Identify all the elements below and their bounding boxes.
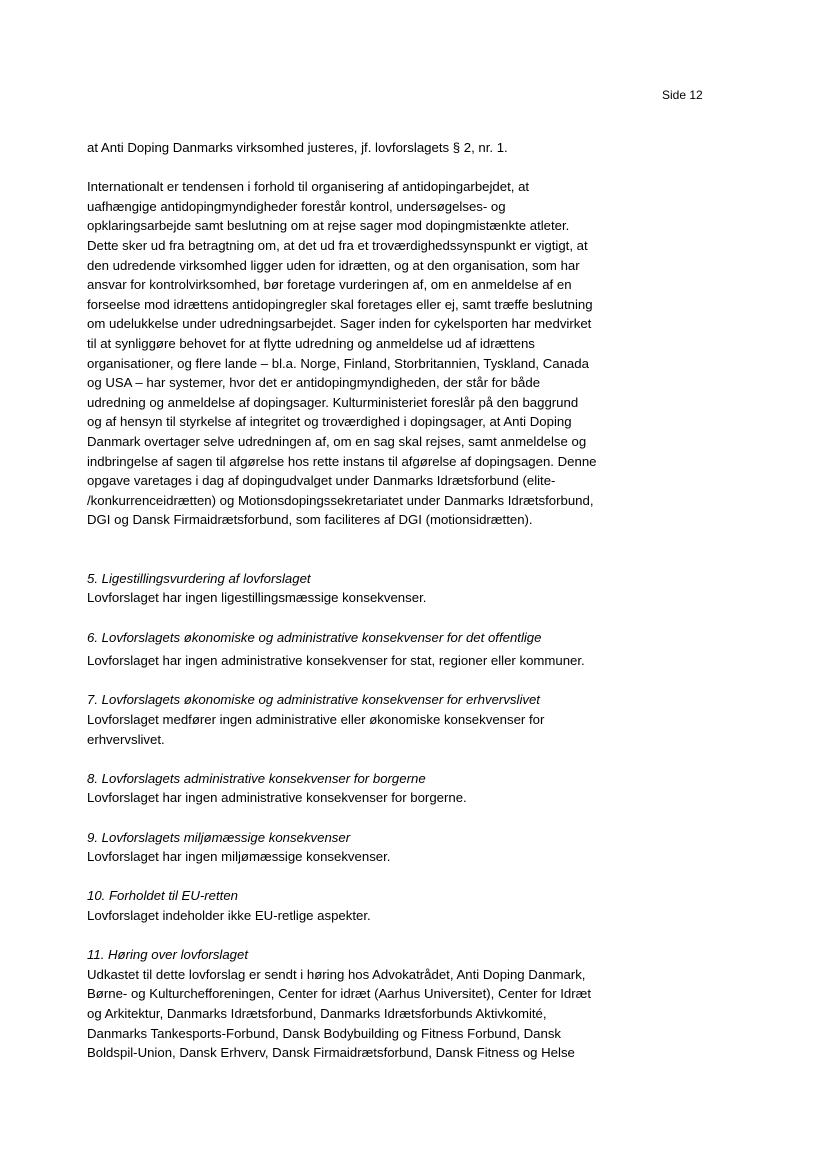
paragraph-line: forseelse mod idrættens antidopingregler skal foretages eller ej, samt træffe beslutning xyxy=(87,296,593,312)
main-paragraph xyxy=(87,177,632,530)
section-10 xyxy=(87,886,632,925)
section-6 xyxy=(87,628,632,671)
section-heading: 9. Lovforslagets miljømæssige konsekvenser xyxy=(87,829,351,845)
section-7 xyxy=(87,690,632,749)
document-body xyxy=(87,138,632,1082)
section-body-line: Lovforslaget indeholder ikke EU-retlige aspekter. xyxy=(87,907,371,923)
paragraph-line: og af hensyn til styrkelse af integritet og troværdighed i dopingsager, at Anti Doping xyxy=(87,414,572,430)
section-5 xyxy=(87,569,632,608)
section-body-line: erhvervslivet. xyxy=(87,731,165,747)
section-body-line: og Arkitektur, Danmarks Idrætsforbund, Danmarks Idrætsforbunds Aktivkomité, xyxy=(87,1005,547,1021)
paragraph-line: ansvar for kontrolvirksomhed, bør foretage vurderingen af, om en anmeldelse af en xyxy=(87,277,572,293)
intro-paragraph: at Anti Doping Danmarks virksomhed justeres, jf. lovforslagets § 2, nr. 1. xyxy=(87,140,508,155)
section-heading: 5. Ligestillingsvurdering af lovforslaget xyxy=(87,570,311,586)
paragraph-line: udredning og anmeldelse af dopingsager. Kulturministeriet foreslår på den baggrund xyxy=(87,394,579,410)
section-body-line: Lovforslaget medfører ingen administrative eller økonomiske konsekvenser for xyxy=(87,712,545,728)
section-heading: 10. Forholdet til EU-retten xyxy=(87,888,238,904)
page-number: Side 12 xyxy=(662,88,703,102)
section-8 xyxy=(87,769,632,808)
section-heading: 8. Lovforslagets administrative konsekvenser for borgerne xyxy=(87,770,426,786)
section-heading: 11. Høring over lovforslaget xyxy=(87,947,249,963)
paragraph-line: opgave varetages i dag af dopingudvalget under Danmarks Idrætsforbund (elite- xyxy=(87,473,556,489)
section-body-line: Børne- og Kulturchefforeningen, Center for idræt (Aarhus Universitet), Center for Idræt xyxy=(87,986,592,1002)
paragraph-line: /konkurrenceidrætten) og Motionsdopingssekretariatet under Danmarks Idrætsforbund, xyxy=(87,492,594,508)
section-9 xyxy=(87,828,632,867)
paragraph-line: organisationer, og flere lande – bl.a. Norge, Finland, Storbritannien, Tyskland, Canada xyxy=(87,355,589,371)
paragraph-line: opklaringsarbejde samt beslutning om at rejse sager mod dopingmistænkte atleter. xyxy=(87,218,570,234)
section-body-line: Danmarks Tankesports-Forbund, Dansk Bodybuilding og Fitness Forbund, Dansk xyxy=(87,1025,562,1041)
section-heading: 6. Lovforslagets økonomiske og administrative konsekvenser for det offentlige xyxy=(87,629,542,645)
section-body-line: Boldspil-Union, Dansk Erhverv, Dansk Firmaidrætsforbund, Dansk Fitness og Helse xyxy=(87,1045,575,1061)
paragraph-line: den udredende virksomhed ligger uden for idrætten, og at den organisation, som har xyxy=(87,257,580,273)
paragraph-line: og USA – har systemer, hvor det er antidopingmyndigheden, der står for både xyxy=(87,375,541,391)
paragraph-line: om udelukkelse under udredningsarbejdet. Sager inden for cykelsporten har medvirket xyxy=(87,316,592,332)
section-body-line: Lovforslaget har ingen miljømæssige konsekvenser. xyxy=(87,849,391,865)
paragraph-line: DGI og Dansk Firmaidrætsforbund, som faciliteres af DGI (motionsidrætten). xyxy=(87,512,533,528)
section-body-line: Udkastet til dette lovforslag er sendt i høring hos Advokatrådet, Anti Doping Danmark, xyxy=(87,966,586,982)
paragraph-line: uafhængige antidopingmyndigheder forestår kontrol, undersøgelses- og xyxy=(87,198,506,214)
paragraph-line: til at synliggøre behovet for at flytte udredning og anmeldelse ud af idrættens xyxy=(87,335,535,351)
section-body-line: Lovforslaget har ingen administrative konsekvenser for stat, regioner eller kommuner. xyxy=(87,653,585,669)
section-body-line: Lovforslaget har ingen ligestillingsmæssige konsekvenser. xyxy=(87,590,427,606)
paragraph-line: Dette sker ud fra betragtning om, at det ud fra et troværdighedssynspunkt er vigtigt, at xyxy=(87,237,588,253)
paragraph-line: Internationalt er tendensen i forhold til organisering af antidopingarbejdet, at xyxy=(87,179,530,195)
section-11 xyxy=(87,945,632,1063)
section-body-line: Lovforslaget har ingen administrative konsekvenser for borgerne. xyxy=(87,790,467,806)
paragraph-line: Danmark overtager selve udredningen af, om en sag skal rejses, samt anmeldelse og xyxy=(87,433,587,449)
paragraph-line: indbringelse af sagen til afgørelse hos rette instans til afgørelse af dopingsagen. Denne xyxy=(87,453,597,469)
section-heading: 7. Lovforslagets økonomiske og administrative konsekvenser for erhvervslivet xyxy=(87,692,540,708)
